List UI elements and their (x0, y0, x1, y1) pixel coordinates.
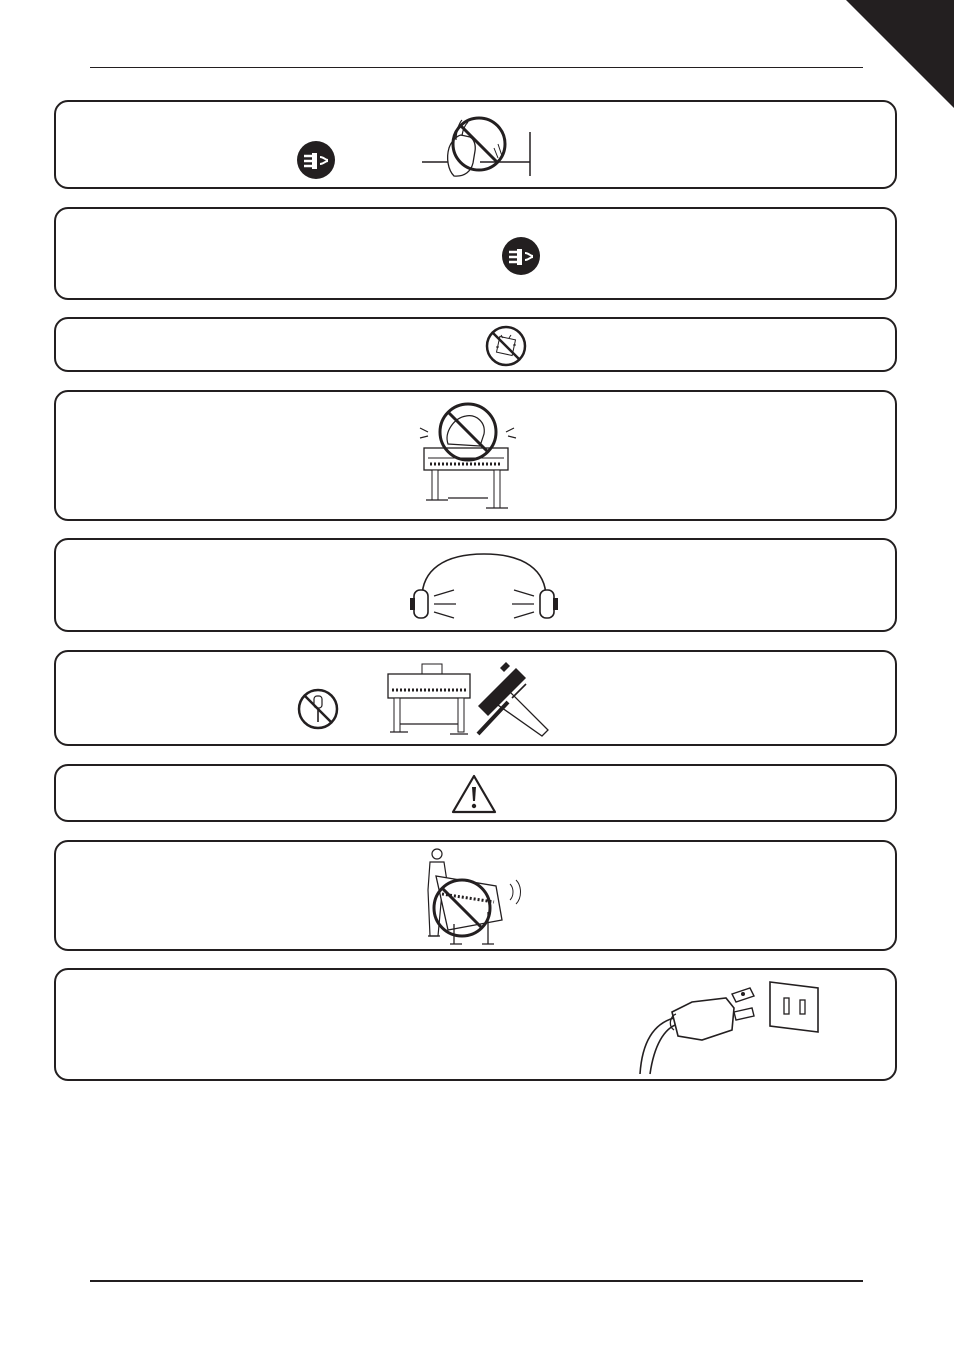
safety-panel-headphones (54, 538, 897, 632)
unplug-icon (501, 236, 541, 276)
safety-panel-polarized-plug (54, 968, 897, 1081)
no-lean-on-piano-icon (406, 846, 524, 950)
safety-panel-no-force (54, 390, 897, 521)
header-rule (90, 67, 863, 68)
safety-panel-no-disassembly (54, 317, 897, 372)
digital-piano-icon (386, 662, 472, 736)
no-pound-keyboard-icon (418, 398, 528, 516)
no-screwdriver-icon (297, 688, 339, 730)
headphones-icon (410, 552, 560, 622)
no-touch-plug-wet-hand-icon (422, 114, 537, 179)
safety-panel-unplug-hand (54, 100, 897, 189)
unplug-icon (296, 140, 336, 180)
polarized-plug-icon (636, 976, 776, 1076)
warning-triangle-icon (450, 773, 498, 815)
hammer-screwdriver-icon (472, 658, 552, 738)
corner-tab (846, 0, 954, 108)
safety-panel-no-lean (54, 840, 897, 951)
safety-panel-no-modify (54, 650, 897, 746)
footer-rule (90, 1280, 863, 1282)
prohibited-icon (485, 325, 527, 367)
wall-outlet-icon (766, 978, 822, 1036)
safety-panel-caution (54, 764, 897, 822)
safety-panel-unplug-storm (54, 207, 897, 300)
